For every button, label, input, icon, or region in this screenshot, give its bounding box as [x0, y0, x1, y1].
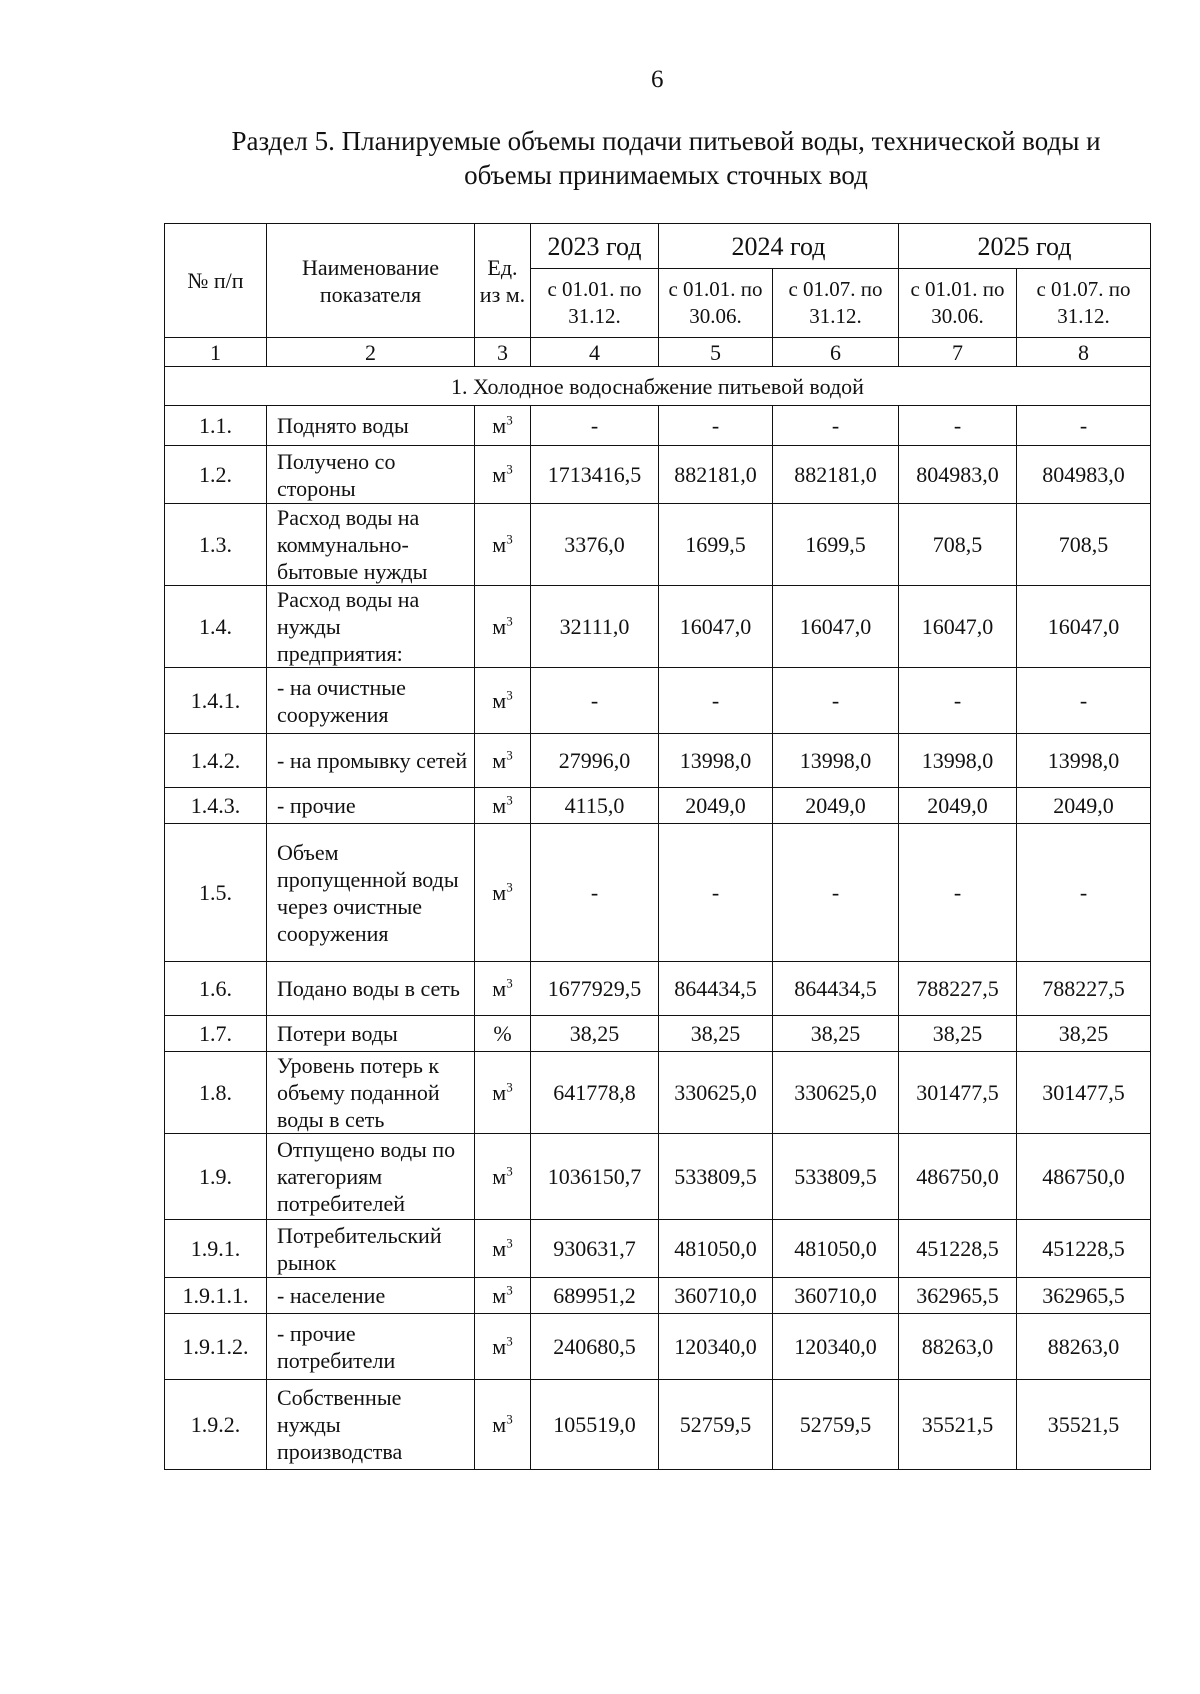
value-cell: 3376,0 [531, 504, 659, 586]
value-cell: - [899, 668, 1017, 734]
page-number: 6 [651, 66, 664, 93]
table-row [165, 668, 1151, 734]
row-number: 1.4.3. [165, 788, 267, 824]
unit-exponent: 3 [506, 1282, 513, 1298]
unit-cell: $м^3$ [475, 1134, 531, 1220]
value-cell: 16047,0 [899, 586, 1017, 668]
unit-cell: $м^3$ [475, 1380, 531, 1470]
value-cell: - [659, 668, 773, 734]
header-row-years [165, 224, 1151, 269]
value-cell: 120340,0 [659, 1314, 773, 1380]
section-heading: 1. Холодное водоснабжение питьевой водой [165, 367, 1151, 406]
section-title [120, 124, 1200, 192]
unit-exponent: 3 [506, 461, 513, 477]
value-cell: 16047,0 [1017, 586, 1151, 668]
row-number: 1.6. [165, 962, 267, 1016]
table-row [165, 1220, 1151, 1278]
indicator-name: - прочие потребители [267, 1314, 475, 1380]
value-cell: 35521,5 [899, 1380, 1017, 1470]
value-cell: 13998,0 [773, 734, 899, 788]
unit-exponent: 3 [506, 531, 513, 547]
value-cell: 32111,0 [531, 586, 659, 668]
unit-exponent: 3 [506, 879, 513, 895]
value-cell: 864434,5 [659, 962, 773, 1016]
value-cell: 360710,0 [773, 1278, 899, 1314]
unit-cell: $м^3$ [475, 962, 531, 1016]
header-year-2024: 2024 год [659, 224, 899, 269]
indicator-name: Собственные нужды производства [267, 1380, 475, 1470]
value-cell: - [659, 406, 773, 446]
value-cell: 486750,0 [899, 1134, 1017, 1220]
unit-cell: $м^3$ [475, 824, 531, 962]
row-number: 1.9.2. [165, 1380, 267, 1470]
unit-exponent: 3 [506, 687, 513, 703]
header-year-2025: 2025 год [899, 224, 1151, 269]
value-cell: 35521,5 [1017, 1380, 1151, 1470]
section-title-line-1: Раздел 5. Планируемые объемы подачи питьевой воды, технической воды и [231, 126, 1101, 156]
table-row [165, 504, 1151, 586]
header-period: с 01.01. по 30.06. [899, 269, 1017, 338]
indicator-name: Подано воды в сеть [267, 962, 475, 1016]
row-number: 1.3. [165, 504, 267, 586]
value-cell: 481050,0 [659, 1220, 773, 1278]
value-cell: - [1017, 668, 1151, 734]
value-cell: 804983,0 [1017, 446, 1151, 504]
indicator-name: Расход воды на нужды предприятия: [267, 586, 475, 668]
table-row [165, 1052, 1151, 1134]
value-cell: 38,25 [1017, 1016, 1151, 1052]
value-cell: - [659, 824, 773, 962]
table-row [165, 962, 1151, 1016]
value-cell: 13998,0 [899, 734, 1017, 788]
unit-exponent: 3 [506, 613, 513, 629]
value-cell: 1699,5 [659, 504, 773, 586]
indicator-name: Объем пропущенной воды через очистные сооружения [267, 824, 475, 962]
value-cell: - [531, 824, 659, 962]
row-number: 1.7. [165, 1016, 267, 1052]
value-cell: 360710,0 [659, 1278, 773, 1314]
table-row [165, 1314, 1151, 1380]
unit-cell: $м^3$ [475, 734, 531, 788]
row-number: 1.9.1.1. [165, 1278, 267, 1314]
indicator-name: - на промывку сетей [267, 734, 475, 788]
column-number: 8 [1017, 338, 1151, 367]
value-cell: 1677929,5 [531, 962, 659, 1016]
section-row [165, 367, 1151, 406]
indicator-name: - население [267, 1278, 475, 1314]
table-row [165, 734, 1151, 788]
unit-cell: $м^3$ [475, 406, 531, 446]
unit-exponent: 3 [506, 747, 513, 763]
unit-cell: % [475, 1016, 531, 1052]
value-cell: 804983,0 [899, 446, 1017, 504]
table-row [165, 406, 1151, 446]
header-period: с 01.01. по 31.12. [531, 269, 659, 338]
header-period: с 01.07. по 31.12. [773, 269, 899, 338]
value-cell: 52759,5 [773, 1380, 899, 1470]
value-cell: 105519,0 [531, 1380, 659, 1470]
table-row [165, 446, 1151, 504]
value-cell: 16047,0 [659, 586, 773, 668]
value-cell: 486750,0 [1017, 1134, 1151, 1220]
column-number: 5 [659, 338, 773, 367]
value-cell: 788227,5 [1017, 962, 1151, 1016]
header-name: Наименование показателя [267, 224, 475, 338]
value-cell: 689951,2 [531, 1278, 659, 1314]
header-period: с 01.01. по 30.06. [659, 269, 773, 338]
value-cell: 4115,0 [531, 788, 659, 824]
unit-exponent: 3 [506, 975, 513, 991]
row-number: 1.8. [165, 1052, 267, 1134]
unit-exponent: 3 [506, 792, 513, 808]
unit-cell: $м^3$ [475, 1278, 531, 1314]
unit-exponent: 3 [506, 1235, 513, 1251]
table-row [165, 1380, 1151, 1470]
value-cell: - [531, 668, 659, 734]
value-cell: 533809,5 [773, 1134, 899, 1220]
column-number: 6 [773, 338, 899, 367]
value-cell: 330625,0 [773, 1052, 899, 1134]
unit-exponent: 3 [506, 1411, 513, 1427]
value-cell: 2049,0 [773, 788, 899, 824]
value-cell: 1036150,7 [531, 1134, 659, 1220]
column-number: 3 [475, 338, 531, 367]
value-cell: 240680,5 [531, 1314, 659, 1380]
header-unit: Ед. из м. [475, 224, 531, 338]
value-cell: 788227,5 [899, 962, 1017, 1016]
value-cell: - [531, 406, 659, 446]
row-number: 1.9. [165, 1134, 267, 1220]
value-cell: 864434,5 [773, 962, 899, 1016]
unit-cell: $м^3$ [475, 1052, 531, 1134]
indicator-name: Поднято воды [267, 406, 475, 446]
indicator-name: Отпущено воды по категориям потребителей [267, 1134, 475, 1220]
value-cell: 16047,0 [773, 586, 899, 668]
value-cell: 120340,0 [773, 1314, 899, 1380]
column-number: 4 [531, 338, 659, 367]
value-cell: 882181,0 [659, 446, 773, 504]
value-cell: - [1017, 824, 1151, 962]
indicator-name: Потери воды [267, 1016, 475, 1052]
value-cell: 38,25 [531, 1016, 659, 1052]
value-cell: 2049,0 [659, 788, 773, 824]
header-num: № п/п [165, 224, 267, 338]
unit-cell: $м^3$ [475, 668, 531, 734]
unit-exponent: 3 [506, 1079, 513, 1095]
value-cell: 708,5 [1017, 504, 1151, 586]
table-row [165, 1134, 1151, 1220]
value-cell: 38,25 [899, 1016, 1017, 1052]
table-row [165, 1278, 1151, 1314]
row-number: 1.5. [165, 824, 267, 962]
row-number: 1.2. [165, 446, 267, 504]
value-cell: - [773, 668, 899, 734]
row-number: 1.9.1. [165, 1220, 267, 1278]
value-cell: 38,25 [659, 1016, 773, 1052]
value-cell: 1699,5 [773, 504, 899, 586]
value-cell: 330625,0 [659, 1052, 773, 1134]
value-cell: - [899, 406, 1017, 446]
row-number: 1.4.2. [165, 734, 267, 788]
value-cell: 301477,5 [1017, 1052, 1151, 1134]
value-cell: 1713416,5 [531, 446, 659, 504]
row-number: 1.4. [165, 586, 267, 668]
unit-exponent: 3 [506, 1333, 513, 1349]
row-number: 1.4.1. [165, 668, 267, 734]
value-cell: 88263,0 [1017, 1314, 1151, 1380]
value-cell: 13998,0 [659, 734, 773, 788]
unit-cell: $м^3$ [475, 446, 531, 504]
value-cell: 38,25 [773, 1016, 899, 1052]
value-cell: - [773, 406, 899, 446]
unit-cell: $м^3$ [475, 586, 531, 668]
table-row [165, 788, 1151, 824]
value-cell: 27996,0 [531, 734, 659, 788]
value-cell: - [1017, 406, 1151, 446]
table-row [165, 586, 1151, 668]
unit-exponent: 3 [506, 412, 513, 428]
unit-cell: $м^3$ [475, 504, 531, 586]
value-cell: 88263,0 [899, 1314, 1017, 1380]
unit-cell: $м^3$ [475, 1314, 531, 1380]
value-cell: 708,5 [899, 504, 1017, 586]
indicator-name: Расход воды на коммунально-бытовые нужды [267, 504, 475, 586]
table-row [165, 1016, 1151, 1052]
indicator-name: Получено со стороны [267, 446, 475, 504]
row-number: 1.1. [165, 406, 267, 446]
value-cell: 451228,5 [899, 1220, 1017, 1278]
indicator-name: Потребительский рынок [267, 1220, 475, 1278]
value-cell: 641778,8 [531, 1052, 659, 1134]
value-cell: 481050,0 [773, 1220, 899, 1278]
section-title-line-2: объемы принимаемых сточных вод [464, 160, 868, 190]
indicator-name: - прочие [267, 788, 475, 824]
column-number: 2 [267, 338, 475, 367]
value-cell: 451228,5 [1017, 1220, 1151, 1278]
value-cell: 2049,0 [1017, 788, 1151, 824]
value-cell: 362965,5 [899, 1278, 1017, 1314]
value-cell: - [773, 824, 899, 962]
indicator-name: Уровень потерь к объему поданной воды в сеть [267, 1052, 475, 1134]
column-number: 7 [899, 338, 1017, 367]
column-numbers-row [165, 338, 1151, 367]
row-number: 1.9.1.2. [165, 1314, 267, 1380]
column-number: 1 [165, 338, 267, 367]
table-row [165, 824, 1151, 962]
header-year-2023: 2023 год [531, 224, 659, 269]
value-cell: 301477,5 [899, 1052, 1017, 1134]
value-cell: 882181,0 [773, 446, 899, 504]
value-cell: 13998,0 [1017, 734, 1151, 788]
value-cell: 52759,5 [659, 1380, 773, 1470]
value-cell: 2049,0 [899, 788, 1017, 824]
unit-cell: $м^3$ [475, 788, 531, 824]
indicator-name: - на очистные сооружения [267, 668, 475, 734]
water-volumes-table [164, 223, 1151, 1470]
header-period: с 01.07. по 31.12. [1017, 269, 1151, 338]
unit-exponent: 3 [506, 1163, 513, 1179]
value-cell: 930631,7 [531, 1220, 659, 1278]
value-cell: 362965,5 [1017, 1278, 1151, 1314]
unit-cell: $м^3$ [475, 1220, 531, 1278]
value-cell: 533809,5 [659, 1134, 773, 1220]
value-cell: - [899, 824, 1017, 962]
